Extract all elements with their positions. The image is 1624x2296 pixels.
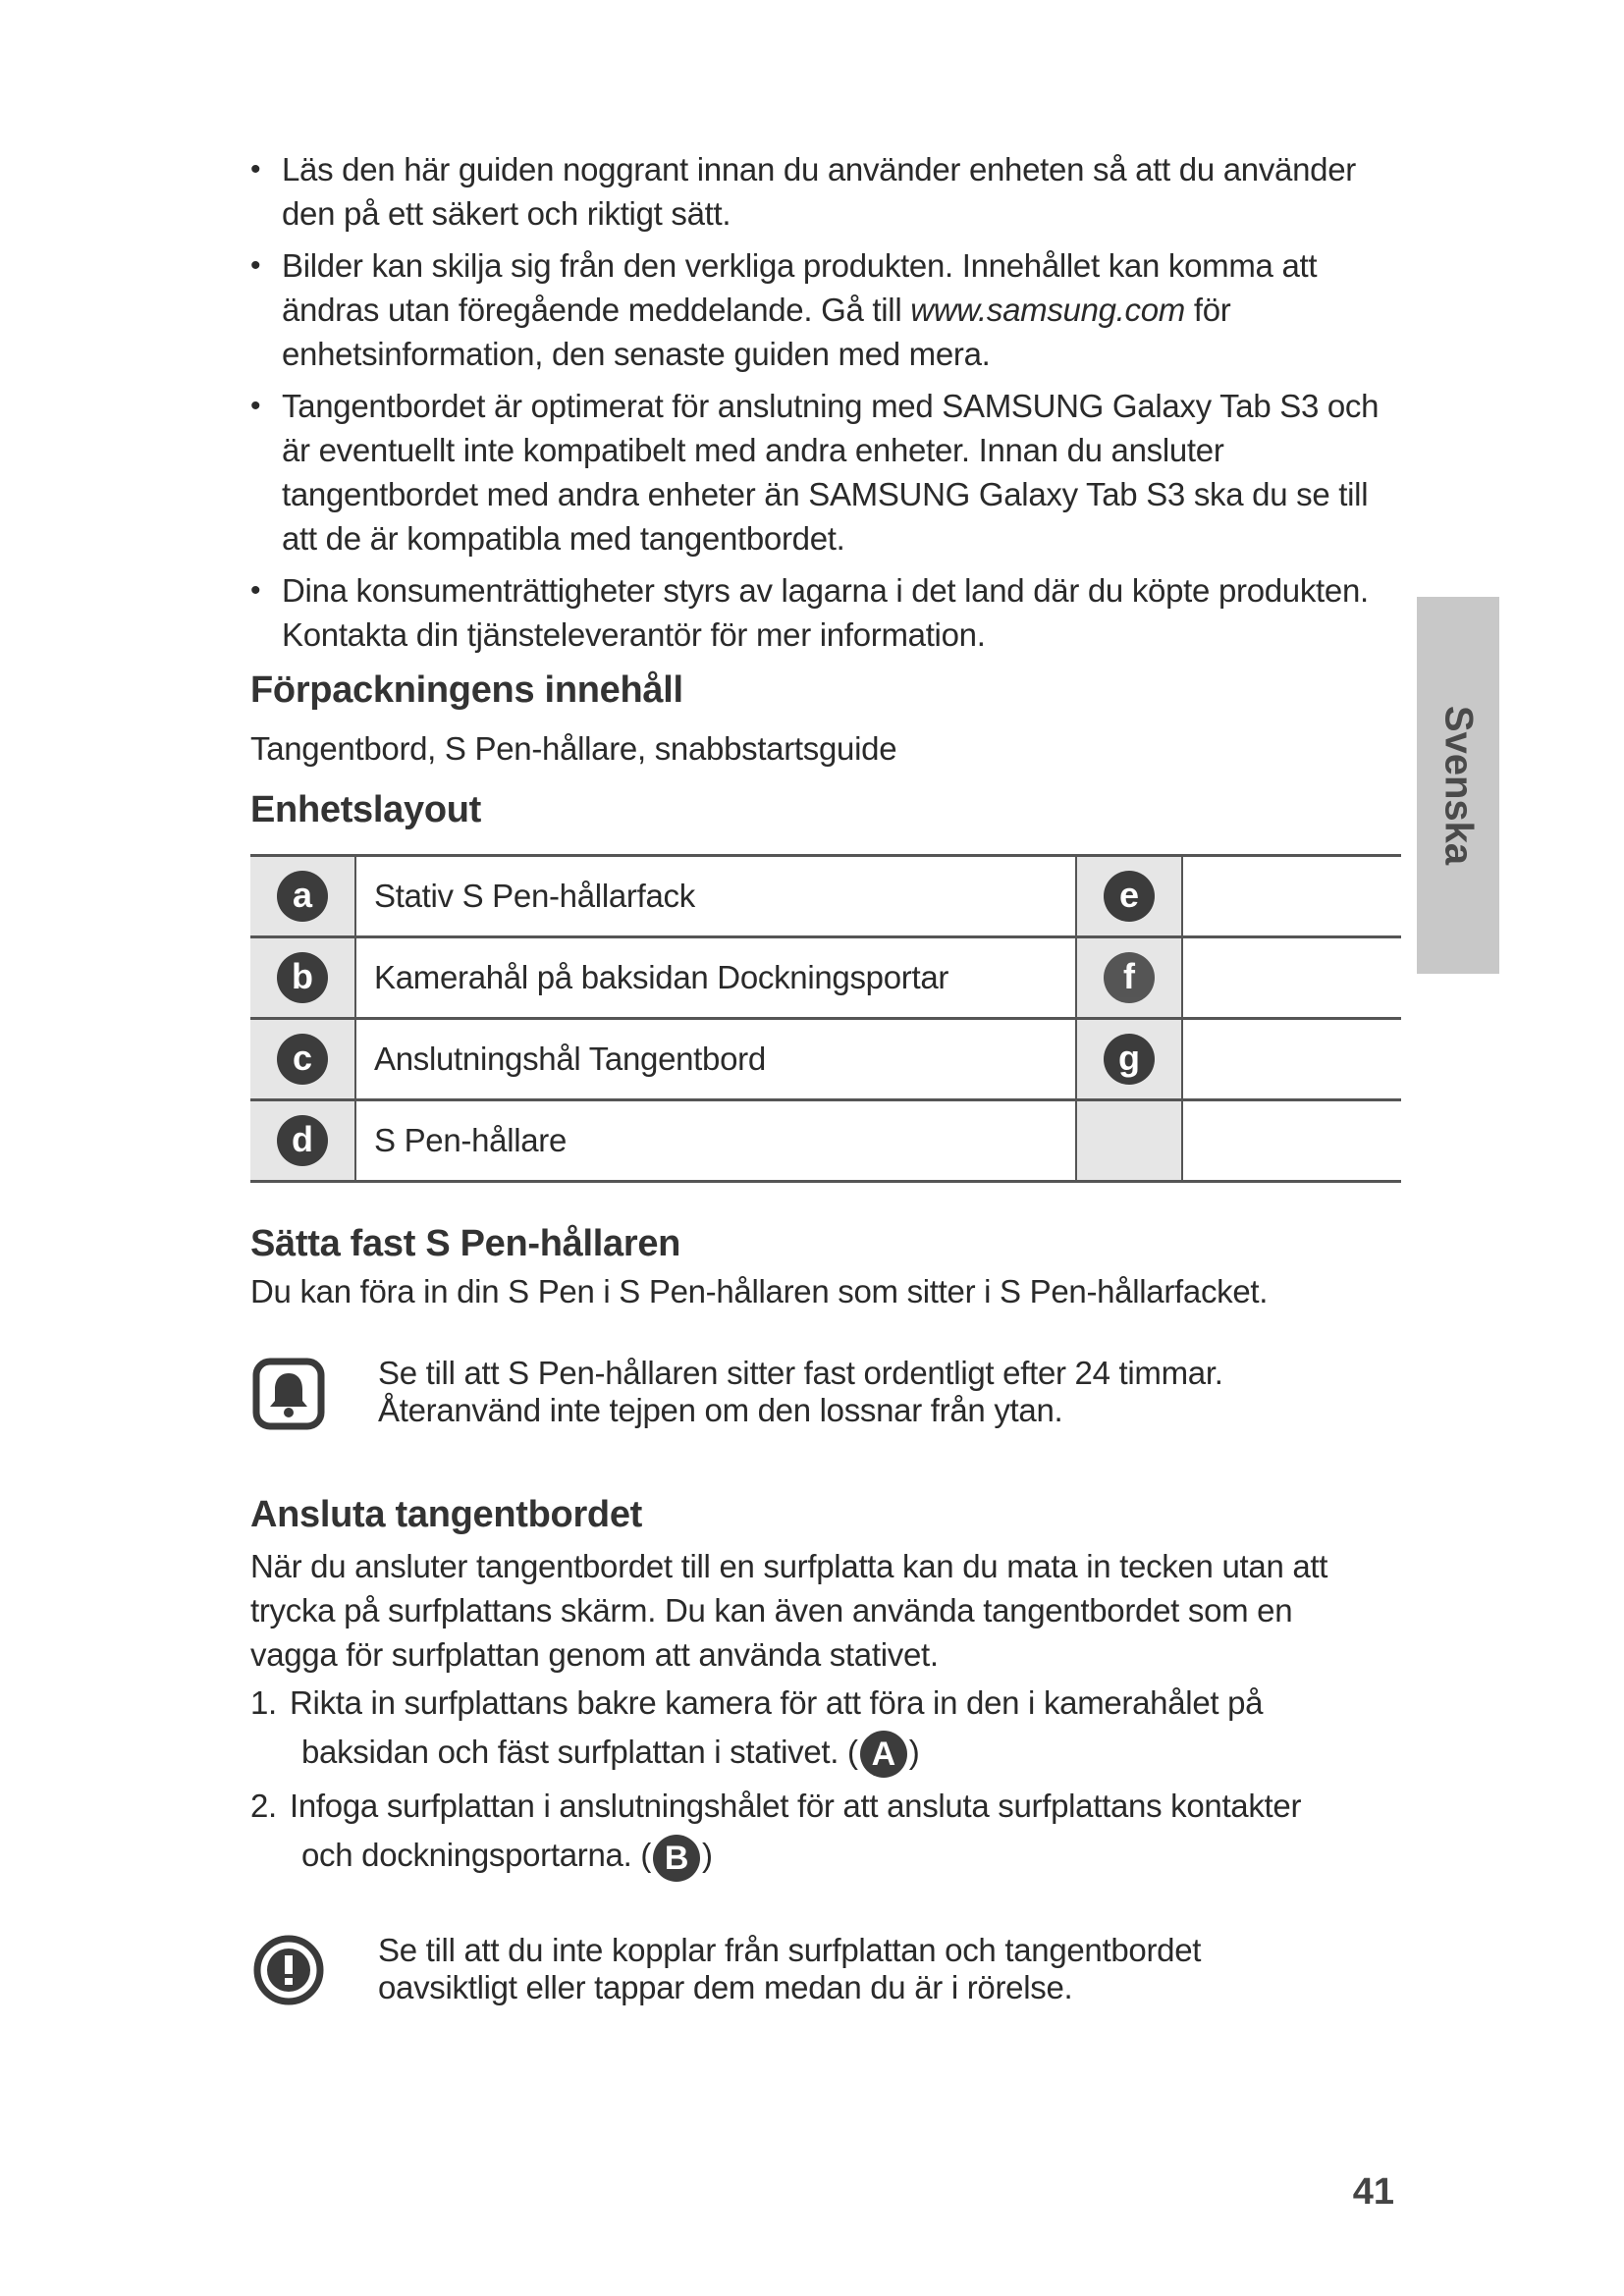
figure-a-badge: A	[860, 1731, 907, 1778]
key-cell	[250, 1020, 356, 1098]
attach-text: Du kan föra in din S Pen i S Pen-hållaren som sitter i S Pen-hållarfacket.	[250, 1273, 1269, 1309]
desc-cell	[1183, 938, 1401, 1017]
desc-cell	[1183, 1020, 1401, 1098]
bell-note-icon	[252, 1358, 325, 1430]
key-cell	[1077, 938, 1183, 1017]
step-item: 1. Rikta in surfplattans bakre kamera för att föra in den i kamerahålet på baksidan och fäst surfplattan i stativet. ( A )	[250, 1681, 1399, 1778]
desc-cell	[1183, 1101, 1401, 1180]
device-layout-table	[250, 854, 1401, 1184]
label-e-icon: e	[1104, 871, 1155, 922]
bell-note-line-2: Återanvänd inte tejpen om den lossnar från ytan.	[378, 1392, 1063, 1428]
key-cell	[1077, 857, 1183, 935]
intro-bullet-list	[250, 147, 1409, 665]
caution-line-1: Se till att du inte kopplar från surfplattan och tangentbordet	[378, 1932, 1202, 1968]
bullet-item: • Tangentbordet är optimerat för anslutning med SAMSUNG Galaxy Tab S3 och är eventuellt inte kompatibelt med andra enheter. Innan du ansluter tangentbordet med andra enheter än SAMSUNG Galaxy Tab S3 ska du se till att de är kompatibla med tangentbordet.	[250, 384, 1409, 561]
bullet-dot-icon: •	[250, 153, 261, 186]
key-cell	[250, 857, 356, 935]
language-label: Svenska	[1436, 705, 1481, 866]
package-contents: Tangentbord, S Pen-hållare, snabbstartsguide	[250, 730, 897, 767]
caution-line-2: oavsiktligt eller tappar dem medan du är i rörelse.	[378, 1969, 1073, 2005]
label-f-icon: f	[1104, 952, 1155, 1003]
table-row	[250, 1098, 1401, 1183]
label-g-icon: g	[1104, 1034, 1155, 1085]
layout-heading: Enhetslayout	[250, 789, 481, 830]
connect-steps	[250, 1681, 1399, 1888]
key-cell	[1077, 1101, 1183, 1180]
table-row	[250, 1017, 1401, 1098]
language-side-tab	[1417, 597, 1499, 974]
table-row	[250, 935, 1401, 1017]
desc-cell: Stativ S Pen-hållarfack	[356, 857, 1077, 935]
bullet-item: • Bilder kan skilja sig från den verkliga produkten. Innehållet kan komma att ändras utan föregående meddelande. Gå till www.samsung.com för enhetsinformation, den senaste guiden med mera.	[250, 243, 1409, 376]
attach-heading: Sätta fast S Pen-hållaren	[250, 1223, 681, 1264]
bullet-dot-icon: •	[250, 574, 261, 607]
label-c-icon: c	[277, 1034, 328, 1085]
bell-note-line-1: Se till att S Pen-hållaren sitter fast ordentligt efter 24 timmar.	[378, 1355, 1223, 1391]
figure-b-badge: B	[653, 1835, 700, 1882]
bullet-item: • Läs den här guiden noggrant innan du använder enheten så att du använder den på ett säkert och riktigt sätt.	[250, 147, 1409, 236]
desc-cell	[1183, 857, 1401, 935]
step-item: 2. Infoga surfplattan i anslutningshålet för att ansluta surfplattans kontakter och dockningsportarna. ( B )	[250, 1784, 1399, 1881]
key-cell	[250, 938, 356, 1017]
package-heading: Förpackningens innehåll	[250, 669, 683, 711]
bullet-dot-icon: •	[250, 249, 261, 282]
desc-cell: Kamerahål på baksidan Dockningsportar	[356, 938, 1077, 1017]
bullet-item: • Dina konsumenträttigheter styrs av lagarna i det land där du köpte produkten. Kontakta din tjänsteleverantör för mer information.	[250, 568, 1409, 657]
table-row	[250, 854, 1401, 935]
key-cell	[1077, 1020, 1183, 1098]
label-b-icon: b	[277, 952, 328, 1003]
bullet-dot-icon: •	[250, 390, 261, 422]
key-cell	[250, 1101, 356, 1180]
desc-cell: Anslutningshål Tangentbord	[356, 1020, 1077, 1098]
caution-icon	[252, 1934, 325, 2006]
label-d-icon: d	[277, 1115, 328, 1166]
desc-cell: S Pen-hållare	[356, 1101, 1077, 1180]
samsung-link[interactable]: www.samsung.com	[910, 292, 1185, 328]
label-a-icon: a	[277, 871, 328, 922]
connect-heading: Ansluta tangentbordet	[250, 1494, 643, 1535]
connect-text: När du ansluter tangentbordet till en surfplatta kan du mata in tecken utan att trycka på surfplattans skärm. Du kan även använda tangentbordet som en vagga för surfplattan genom att använda stativet.	[250, 1548, 1328, 1673]
page-number: 41	[1352, 2171, 1394, 2213]
